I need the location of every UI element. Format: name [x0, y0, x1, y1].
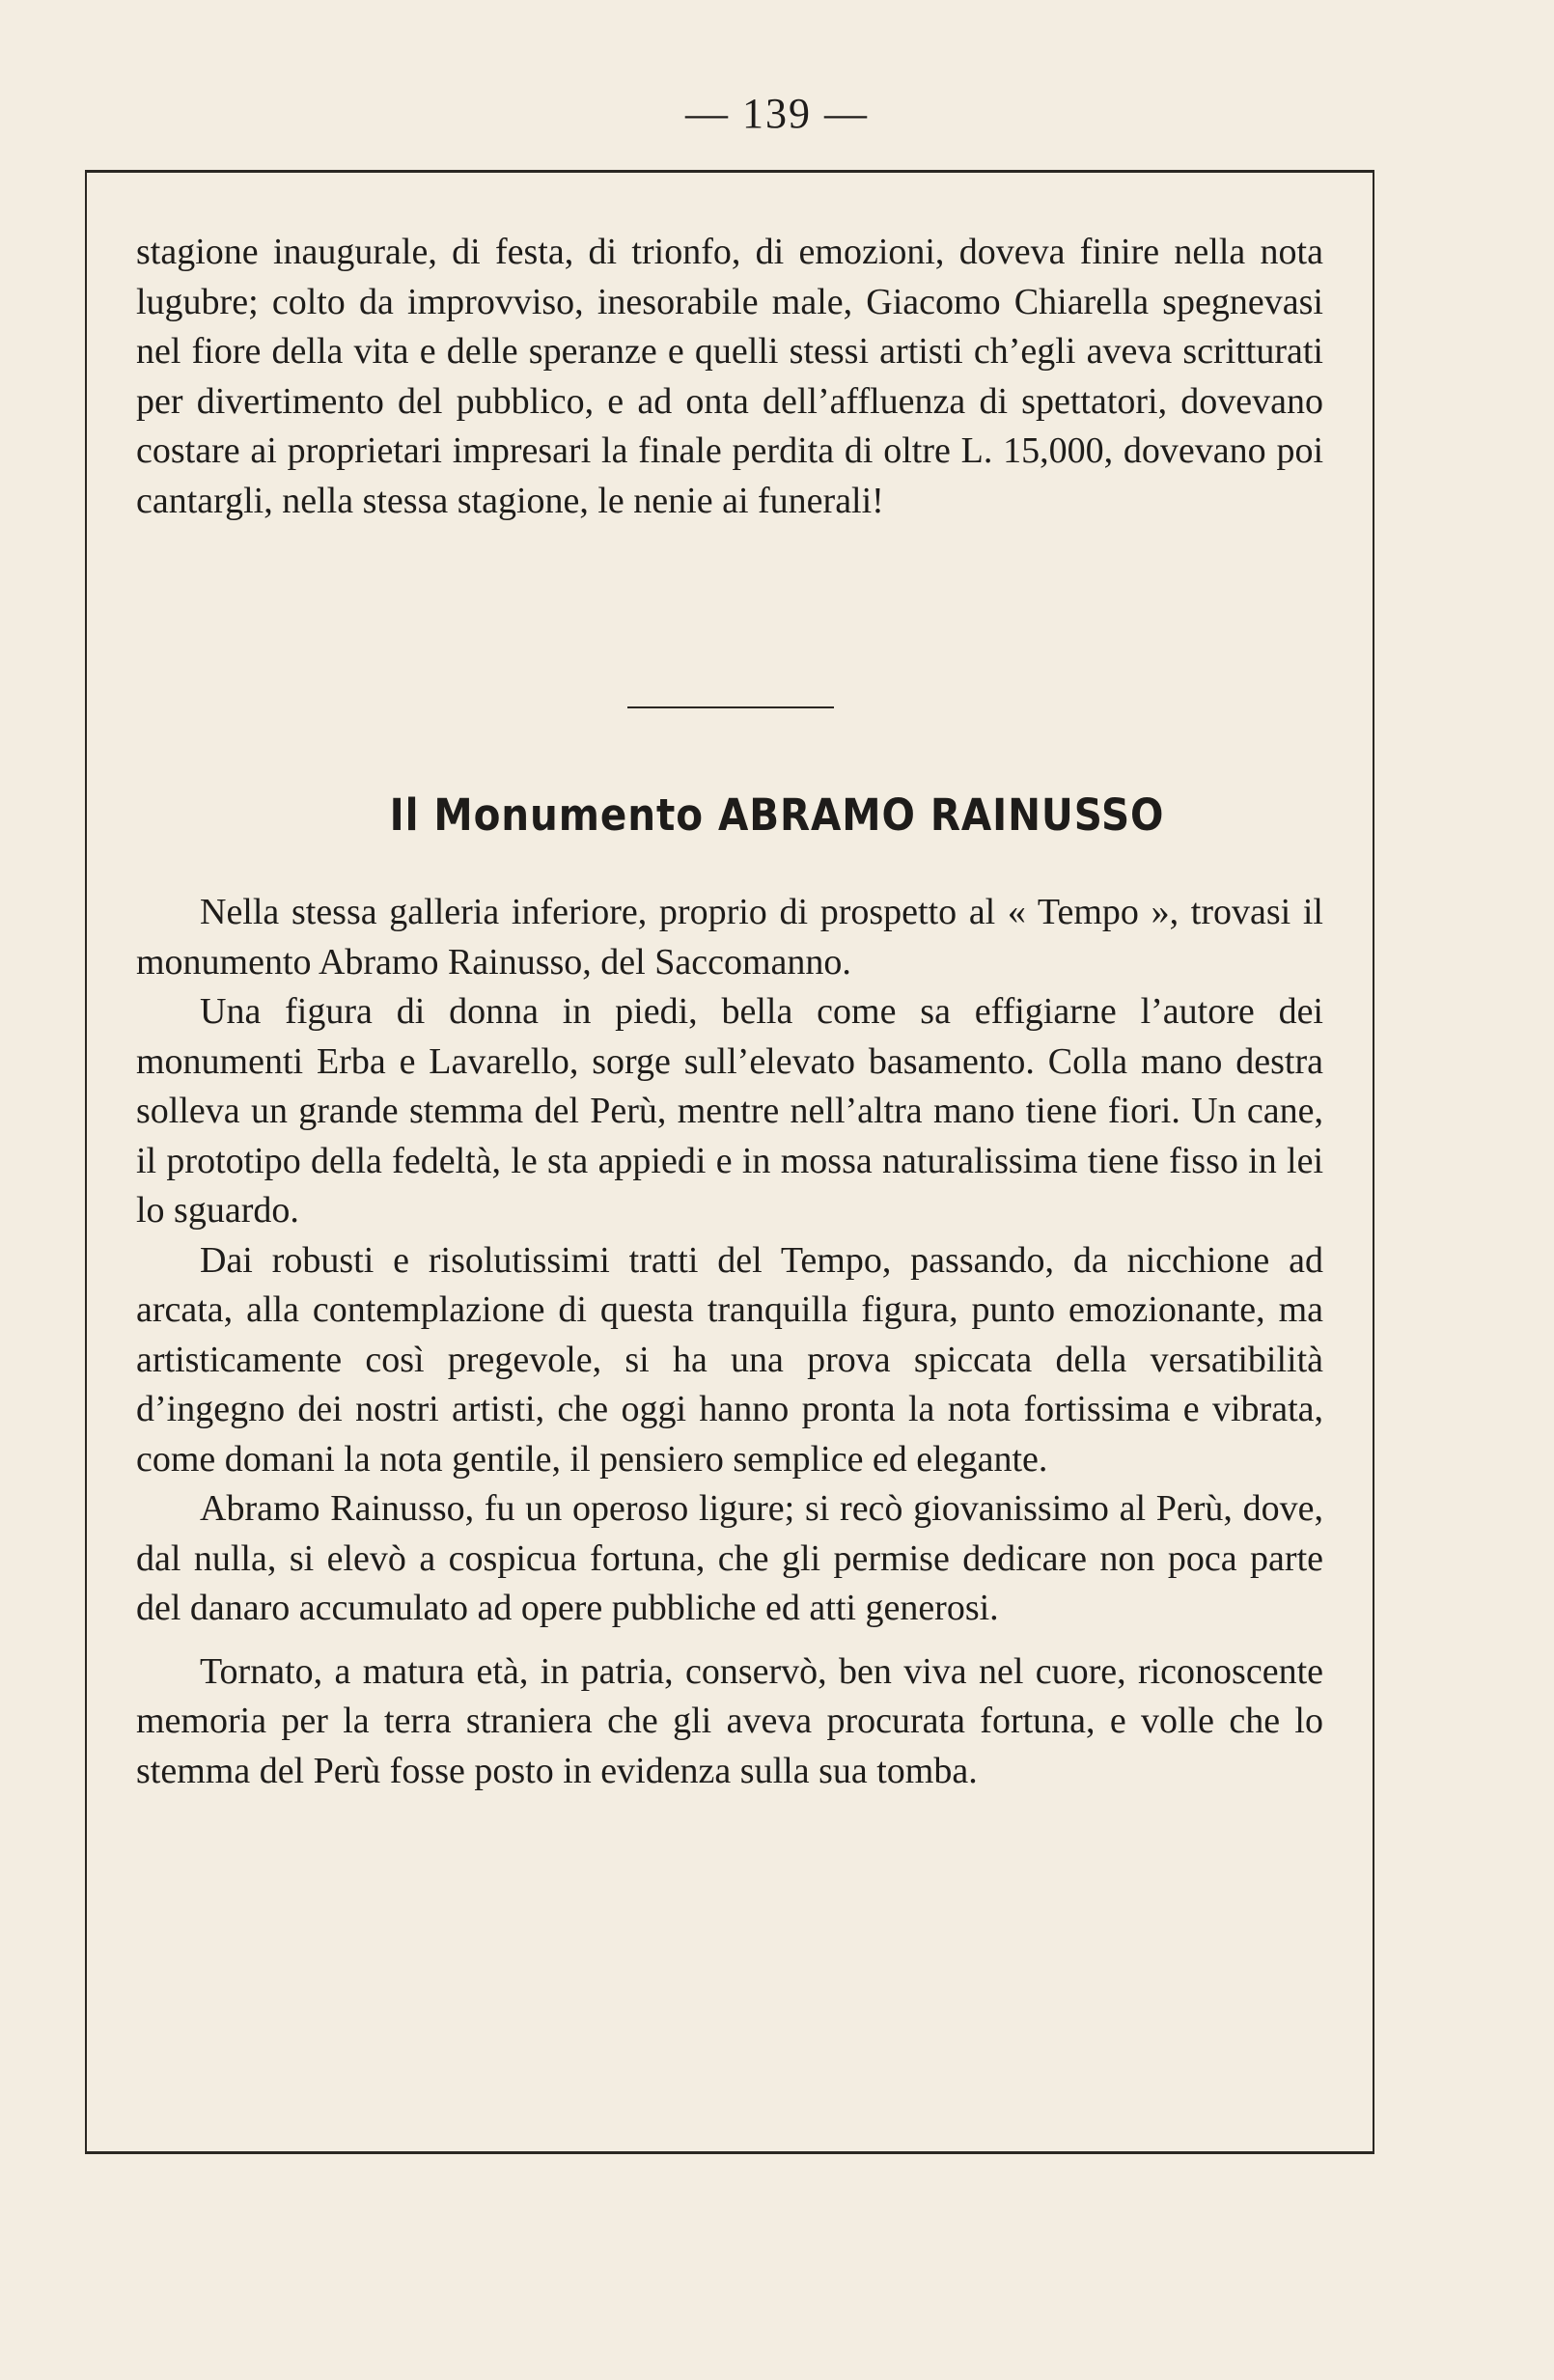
- frame-left-rule: [85, 170, 87, 2154]
- paragraph: Abramo Rainusso, fu un operoso ligure; si recò giovanissimo al Perù, dove, dal nulla, si elevò a cospicua fortuna, che gli permise dedicare non poca parte del danaro accumulato ad opere pubbliche ed atti generosi.: [136, 1488, 1323, 1628]
- paragraph: Una figura di donna in piedi, bella come sa effigiarne l’autore dei monumenti Erba e Lavarello, sorge sull’elevato basamento. Colla mano destra solleva un grande stemma del Perù, mentre nell’altra mano tiene fiori. Un cane, il prototipo della fedeltà, le sta appiedi e in mossa naturalissima tiene fisso in lei lo sguardo.: [136, 991, 1323, 1231]
- intro-paragraph: stagione inaugurale, di festa, di trionfo, di emozioni, doveva finire nella nota lugubre; colto da improvviso, inesorabile male, Giacomo Chiarella spegnevasi nel fiore della vita e delle speranze e quelli stessi artisti ch’egli aveva scritturati per divertimento del pubblico, e ad onta dell’affluenza di spettatori, dovevano costare ai proprietari impresari la finale perdita di oltre L. 15,000, dovevano poi cantargli, nella stessa stagione, le nenie ai funerali!: [136, 232, 1323, 521]
- intro-text: [136, 228, 1323, 526]
- frame-right-rule: [1373, 170, 1374, 2154]
- page-number: — 139 —: [685, 90, 869, 137]
- section-separator: [627, 706, 834, 708]
- paragraph: Dai robusti e risolutissimi tratti del Tempo, passando, da nicchione ad arcata, alla contemplazione di questa tranquilla figura, punto emozionante, ma artisticamente così pregevole, si ha una prova spiccata della versatibilità d’ingegno dei nostri artisti, che oggi hanno pronta la nota fortissima e vibrata, come domani la nota gentile, il pensiero semplice ed elegante.: [136, 1239, 1323, 1480]
- paragraph: Nella stessa galleria inferiore, proprio di prospetto al « Tempo », trovasi il monumento Abramo Rainusso, del Saccomanno.: [136, 892, 1323, 982]
- paragraph: Tornato, a matura età, in patria, conservò, ben viva nel cuore, riconoscente memoria per la terra straniera che gli aveva procurata fortuna, e volle che lo stemma del Perù fosse posto in evidenza sulla sua tomba.: [136, 1650, 1323, 1791]
- section-title: Il Monumento ABRAMO RAINUSSO: [389, 789, 1165, 841]
- section-body: [136, 888, 1323, 1796]
- frame-top-rule: [85, 170, 1374, 173]
- frame-bottom-rule: [85, 2151, 1374, 2154]
